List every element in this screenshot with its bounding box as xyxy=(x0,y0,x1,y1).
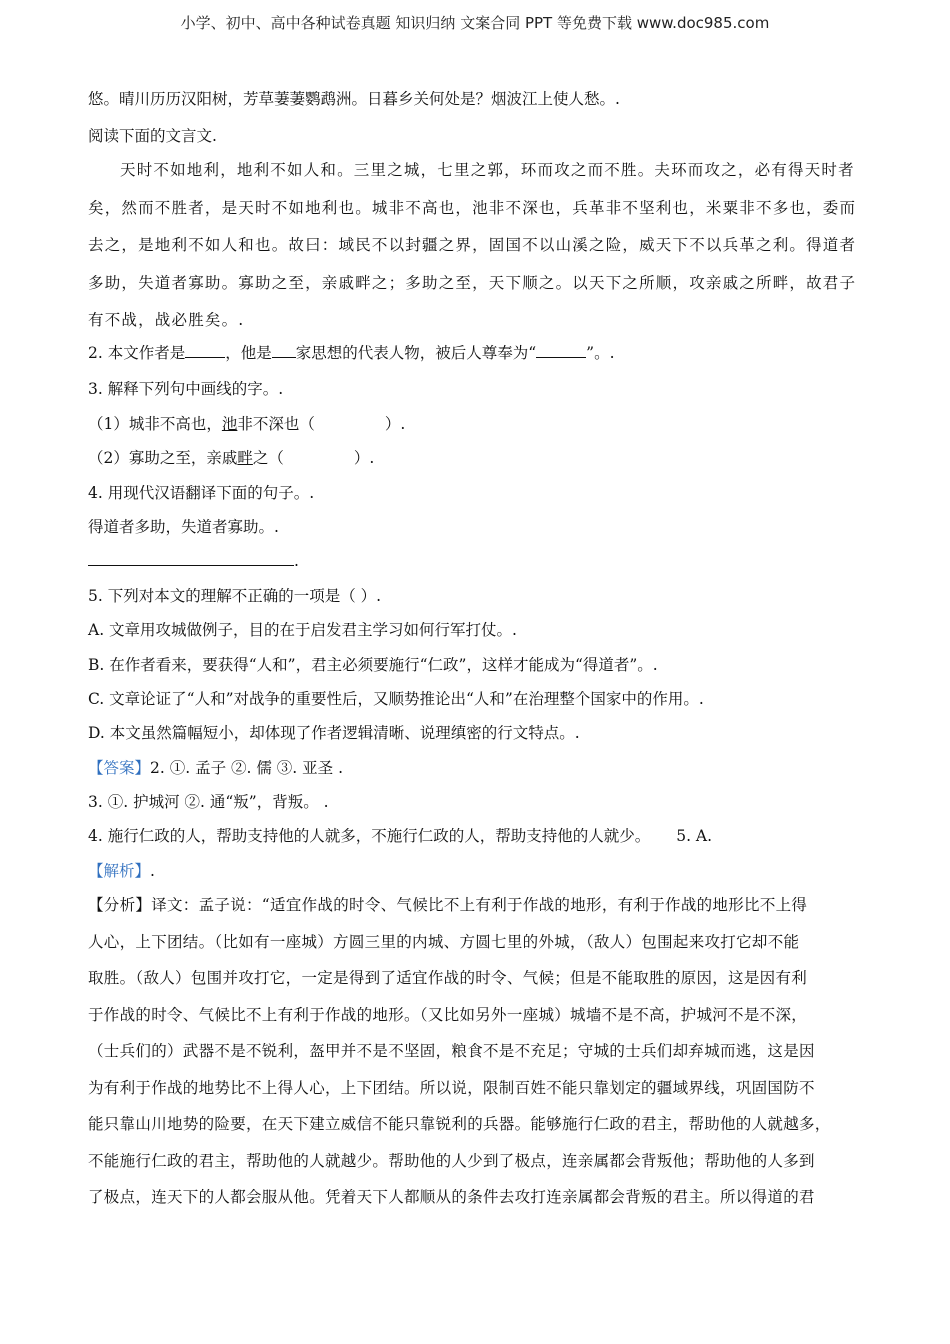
analysis-line: 于作战的时令、气候比不上有利于作战的地形。（又比如另外一座城）城墙不是不高，护城河不是不深， xyxy=(88,1005,808,1024)
analysis-line: 取胜。（敌人）包围并攻打它，一定是得到了适宜作战的时令、气候；但是不能取胜的原因，这是因有利 xyxy=(88,969,808,987)
answer-5: 5. A. xyxy=(676,827,713,845)
question-4-title: 4. 用现代汉语翻译下面的句子。. xyxy=(88,484,315,502)
question-5-title: 5. 下列对本文的理解不正确的一项是（ ）. xyxy=(88,587,382,605)
answer-line-1 xyxy=(88,757,343,779)
q2-text-b: ，他是 xyxy=(225,344,272,362)
poem-tail-line: 悠。晴川历历汉阳树，芳草萋萋鹦鹉洲。日暮乡关何处是？烟波江上使人愁。. xyxy=(88,90,620,108)
q3-s2-underlined: 畔 xyxy=(237,449,253,467)
question-4-answer-line xyxy=(88,550,299,572)
question-3-item-1 xyxy=(88,413,405,435)
analysis-tag-end: . xyxy=(150,862,155,880)
option-c: C. 文章论证了“人和”对战争的重要性后，又顺势推论出“人和”在治理整个国家中的作用。. xyxy=(88,690,704,708)
q2-text-d: ”。. xyxy=(586,344,615,362)
analysis-line: 能只靠山川地势的险要，在天下建立威信不能只靠锐利的兵器。能够施行仁政的君主，帮助他的人就越多， xyxy=(88,1115,831,1133)
question-3-item-2 xyxy=(88,447,374,469)
passage-line: 有不战，战必胜矣。. xyxy=(88,311,245,329)
page-header: 小学、初中、高中各种试卷真题 知识归纳 文案合同 PPT 等免费下载 www.doc985.com xyxy=(180,14,770,32)
answer-4: 4. 施行仁政的人，帮助支持他的人就多，不施行仁政的人，帮助支持他的人就少。 xyxy=(88,827,651,845)
q4-end: . xyxy=(294,552,299,570)
analysis-line: 【分析】译文：孟子说：“适宜作战的时令、气候比不上有利于作战的地形，有利于作战的地形比不上得 xyxy=(88,896,808,914)
q2-blank-title[interactable] xyxy=(536,343,586,358)
analysis-line: （士兵们的）武器不是不锐利，盔甲并不是不坚固，粮食不是不充足；守城的士兵们却弃城而逃，这是因 xyxy=(88,1042,815,1060)
passage-line: 多助，失道者寡助。寡助之至，亲戚畔之；多助之至，天下顺之。以天下之所顺，攻亲戚之所畔，故君子 xyxy=(88,273,857,292)
question-3-title: 3. 解释下列句中画线的字。. xyxy=(88,380,284,398)
option-b: B. 在作者看来，要获得“人和”，君主必须要施行“仁政”，这样才能成为“得道者”。. xyxy=(88,656,658,674)
q3-s2-a: （2）寡助之至，亲戚 xyxy=(88,449,238,467)
option-d: D. 本文虽然篇幅短小，却体现了作者逻辑清晰、说理缜密的行文特点。. xyxy=(88,724,580,742)
analysis-line: 了极点，连天下的人都会服从他。凭着天下人都顺从的条件去攻打连亲属都会背叛的君主。所以得道的君 xyxy=(88,1188,815,1206)
option-a: A. 文章用攻城做例子，目的在于启发君主学习如何行军打仗。. xyxy=(88,621,517,639)
analysis-body xyxy=(88,887,888,1216)
answer-line-4 xyxy=(88,825,712,847)
question-2 xyxy=(88,342,615,364)
analysis-line: 人心，上下团结。（比如有一座城）方圆三里的内城、方圆七里的外城，（敌人）包围起来攻打它却不能 xyxy=(88,932,800,951)
answer-2: 2. ①. 孟子 ②. 儒 ③. 亚圣 . xyxy=(150,759,344,777)
analysis-heading xyxy=(88,860,155,882)
q3-s1-b: 非不深也（ xyxy=(237,415,315,433)
passage-line: 天时不如地利，地利不如人和。三里之城，七里之郭，环而攻之而不胜。夫环而攻之，必有得天时者 xyxy=(120,161,855,179)
reading-instruction: 阅读下面的文言文. xyxy=(88,127,217,145)
answer-tag: 【答案】 xyxy=(88,759,151,777)
q3-s2-c: ）. xyxy=(353,449,375,467)
q3-s1-underlined: 池 xyxy=(221,415,238,433)
q2-text-c: 家思想的代表人物，被后人尊奉为“ xyxy=(295,344,537,362)
q3-s1-c: ）. xyxy=(384,415,406,433)
answer-3: 3. ①. 护城河 ②. 通“叛”，背叛。 . xyxy=(88,793,329,811)
q2-blank-author[interactable] xyxy=(185,343,225,358)
q2-blank-school[interactable] xyxy=(272,343,296,358)
q4-blank[interactable] xyxy=(88,551,294,566)
analysis-tag: 【解析】 xyxy=(88,862,151,880)
question-4-sentence: 得道者多助，失道者寡助。. xyxy=(88,518,279,536)
classical-passage xyxy=(88,152,878,340)
q2-text-a: 2. 本文作者是 xyxy=(88,344,186,362)
analysis-line: 为有利于作战的地势比不上得人心，上下团结。所以说，限制百姓不能只靠划定的疆域界线，巩固国防不 xyxy=(88,1078,815,1097)
passage-line: 矣，然而不胜者，是天时不如地利也。城非不高也，池非不深也，兵革非不坚利也，米粟非不多也，委而 xyxy=(88,198,857,217)
q3-s1-a: （1）城非不高也， xyxy=(88,415,222,433)
passage-line: 去之，是地利不如人和也。故曰：域民不以封疆之界，固国不以山溪之险，威天下不以兵革之利。得道者 xyxy=(88,236,857,254)
analysis-line: 不能施行仁政的君主，帮助他的人就越少。帮助他的人少到了极点，连亲属都会背叛他；帮助他的人多到 xyxy=(88,1151,815,1170)
q3-s2-b: 之（ xyxy=(252,449,284,467)
